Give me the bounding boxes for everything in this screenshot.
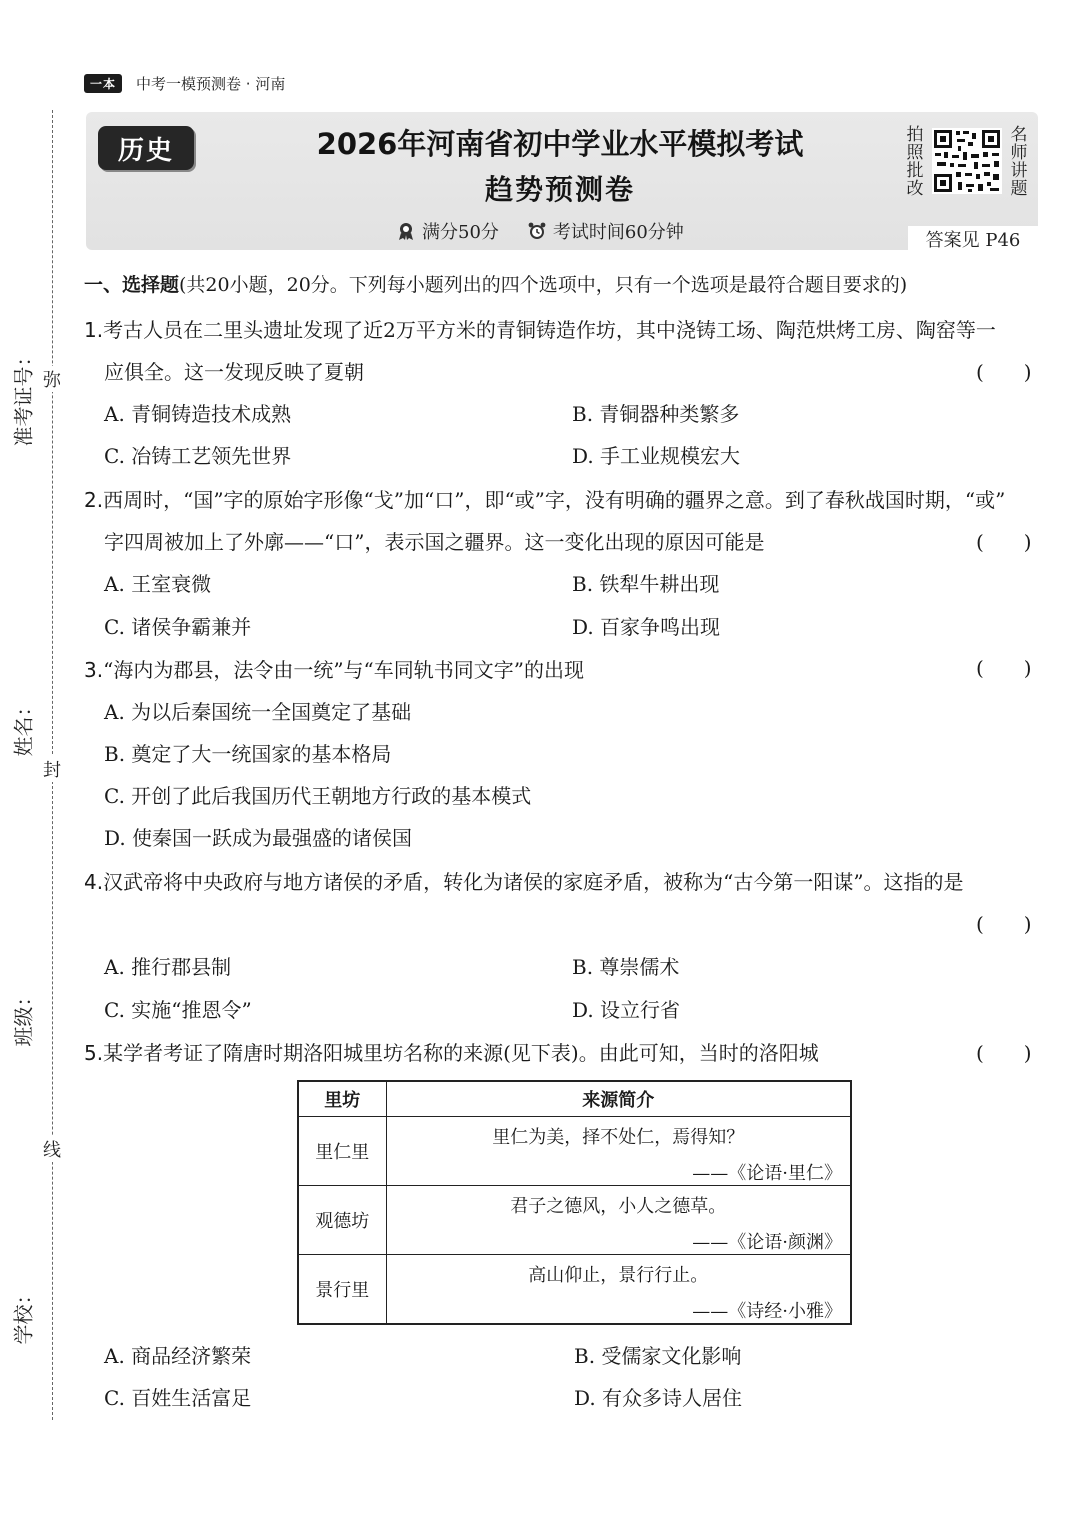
option-a: A. 青铜铸造技术成熟 xyxy=(104,402,292,426)
option-a: A. 王室衰微 xyxy=(104,572,212,596)
section-instruction: (共20小题，20分。下列每小题列出的四个选项中，只有一个选项是最符合题目要求的) xyxy=(179,274,908,296)
question-line xyxy=(84,1037,819,1066)
answer-blank: ( ) xyxy=(976,1041,1032,1065)
exam-info xyxy=(396,218,684,244)
qr-left-char: 批 xyxy=(906,161,924,181)
name-label: 姓名： xyxy=(11,696,36,757)
lifang-name: 里仁里 xyxy=(298,1117,386,1186)
qr-right-char: 讲 xyxy=(1010,161,1028,181)
source-cell xyxy=(386,1255,851,1325)
source-quote: 君子之德风，小人之德草。 xyxy=(510,1196,727,1217)
lifang-source-table xyxy=(297,1080,852,1325)
question-number: 3. xyxy=(84,658,104,682)
seal-char: 封 xyxy=(40,756,64,782)
exam-time-group xyxy=(527,218,684,244)
question-stem: 应俱全。这一发现反映了夏朝 xyxy=(104,360,364,384)
alarm-clock-icon xyxy=(527,221,547,241)
qr-left-char: 照 xyxy=(906,143,924,163)
subject-badge: 历史 xyxy=(98,126,194,170)
medal-icon xyxy=(396,221,416,241)
question-stem: 字四周被加上了外廓——“口”，表示国之疆界。这一变化出现的原因可能是 xyxy=(104,530,765,554)
option-a: A. 为以后秦国统一全国奠定了基础 xyxy=(104,700,412,724)
option-c: C. 实施“推恩令” xyxy=(104,998,252,1022)
source-cell xyxy=(386,1117,851,1186)
answer-blank: ( ) xyxy=(976,360,1032,384)
exam-time: 考试时间60分钟 xyxy=(552,222,684,243)
school-label: 学校： xyxy=(11,1284,36,1345)
option-c: C. 诸侯争霸兼并 xyxy=(104,615,252,639)
source-citation: ——《论语·里仁》 xyxy=(692,1163,842,1184)
question-line xyxy=(84,654,584,683)
option-a: A. 商品经济繁荣 xyxy=(104,1344,252,1368)
admission-number-label: 准考证号： xyxy=(11,346,36,447)
answer-blank: ( ) xyxy=(976,530,1032,554)
table-header-row xyxy=(298,1081,851,1117)
question-line xyxy=(84,314,996,343)
lifang-name: 景行里 xyxy=(298,1255,386,1325)
question-number: 2. xyxy=(84,488,104,512)
option-c: C. 百姓生活富足 xyxy=(104,1386,252,1410)
question-line xyxy=(84,484,1005,513)
exam-subtitle: 趋势预测卷 xyxy=(484,173,635,206)
answer-blank: ( ) xyxy=(976,656,1032,680)
exam-title: 2026年河南省初中学业水平模拟考试 xyxy=(316,127,804,161)
option-d: D. 手工业规模宏大 xyxy=(572,444,741,468)
series-title: 中考一模预测卷 · 河南 xyxy=(136,74,286,93)
qr-right-char: 名 xyxy=(1010,125,1028,145)
series-header xyxy=(84,72,285,94)
qr-left-char: 拍 xyxy=(906,125,924,145)
source-cell xyxy=(386,1186,851,1255)
lifang-name: 观德坊 xyxy=(298,1186,386,1255)
answer-blank: ( ) xyxy=(976,912,1032,936)
option-d: D. 有众多诗人居住 xyxy=(574,1386,743,1410)
source-citation: ——《论语·颜渊》 xyxy=(692,1232,842,1253)
full-score: 满分50分 xyxy=(422,222,499,243)
option-b: B. 受儒家文化影响 xyxy=(574,1344,742,1368)
option-a: A. 推行郡县制 xyxy=(104,955,232,979)
seal-char: 弥 xyxy=(40,366,64,392)
option-b: B. 青铜器种类繁多 xyxy=(572,402,740,426)
question-stem: 汉武帝将中央政府与地方诸侯的矛盾，转化为诸侯的家庭矛盾，被称为“古今第一阳谋”。这指的是 xyxy=(103,870,964,894)
question-stem: 某学者考证了隋唐时期洛阳城里坊名称的来源(见下表)。由此可知，当时的洛阳城 xyxy=(103,1041,819,1065)
table-row xyxy=(298,1255,851,1325)
table-header: 来源简介 xyxy=(386,1081,851,1117)
section-title: 一、选择题 xyxy=(84,274,180,296)
qr-left-char: 改 xyxy=(906,179,924,199)
brand-badge: 一本 xyxy=(84,74,122,93)
section-header xyxy=(84,270,907,297)
qr-label-left xyxy=(904,126,926,198)
table-header: 里坊 xyxy=(298,1081,386,1117)
class-label: 班级： xyxy=(11,986,36,1047)
qr-right-char: 师 xyxy=(1010,143,1028,163)
option-d: D. 百家争鸣出现 xyxy=(572,615,721,639)
table-row xyxy=(298,1186,851,1255)
option-c: C. 冶铸工艺领先世界 xyxy=(104,444,292,468)
option-d: D. 使秦国一跃成为最强盛的诸侯国 xyxy=(104,826,413,850)
option-b: B. 奠定了大一统国家的基本格局 xyxy=(104,742,392,766)
question-number: 1. xyxy=(84,318,104,342)
option-b: B. 铁犁牛耕出现 xyxy=(572,572,720,596)
qr-code-icon[interactable] xyxy=(932,128,1002,194)
option-b: B. 尊崇儒术 xyxy=(572,955,680,979)
table-row xyxy=(298,1117,851,1186)
seal-char: 线 xyxy=(40,1136,64,1162)
question-number: 4. xyxy=(84,870,104,894)
answer-reference: 答案见 P46 xyxy=(908,226,1038,256)
question-stem: “海内为郡县，法令由一统”与“车同轨书同文字”的出现 xyxy=(103,658,584,682)
source-citation: ——《诗经·小雅》 xyxy=(692,1301,842,1322)
source-quote: 高山仰止，景行行止。 xyxy=(528,1265,709,1286)
question-number: 5. xyxy=(84,1041,104,1065)
source-quote: 里仁为美，择不处仁，焉得知？ xyxy=(492,1127,745,1148)
option-c: C. 开创了此后我国历代王朝地方行政的基本模式 xyxy=(104,784,532,808)
question-line xyxy=(84,866,964,895)
qr-label-right xyxy=(1008,126,1030,198)
option-d: D. 设立行省 xyxy=(572,998,681,1022)
qr-right-char: 题 xyxy=(1010,179,1028,199)
question-stem: 考古人员在二里头遗址发现了近2万平方米的青铜铸造作坊，其中浇铸工场、陶范烘烤工房、陶窑等一 xyxy=(103,318,996,342)
question-stem: 西周时，“国”字的原始字形像“戈”加“口”，即“或”字，没有明确的疆界之意。到了春秋战国时期，“或” xyxy=(103,488,1006,512)
